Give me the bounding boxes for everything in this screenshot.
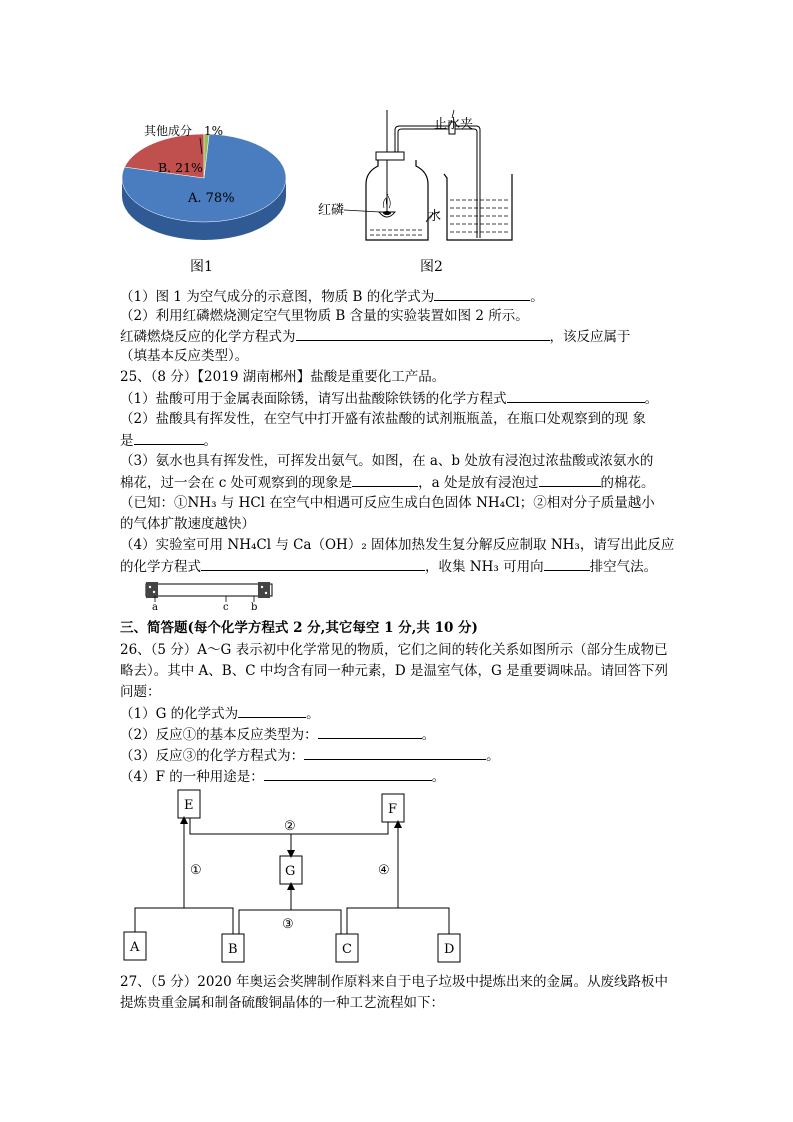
glass-tube-diagram (142, 578, 276, 612)
reaction-1-label: ① (190, 863, 202, 878)
slice-a-label: A. 78% (188, 191, 235, 206)
tube-label-a: a (152, 602, 158, 612)
box-f-label: F (388, 802, 398, 817)
q26-sub1: （1）G 的化学式为 。 (120, 703, 320, 724)
cotton-b (258, 582, 270, 598)
q26-line1: 26、（5 分）A～G 表示初中化学常见的物质，它们之间的转化关系如图所示（部分生成物已 (120, 642, 668, 658)
q25-title: 25、（8 分）【2019 湖南郴州】盐酸是重要化工产品。 (120, 369, 446, 385)
box-b-label: B (228, 942, 238, 957)
q24-part2: （2）利用红磷燃烧测定空气里物质 B 含量的实验装置如图 2 所示。 (120, 308, 529, 324)
q26-blank4[interactable] (264, 766, 432, 781)
fig1-caption: 图1 (190, 259, 213, 275)
q24-part3: 红磷燃烧反应的化学方程式为 ，该反应属于 (120, 326, 631, 347)
q25-blank1[interactable] (507, 388, 645, 403)
water-label: 水 (428, 209, 442, 224)
box-g-label: G (285, 864, 296, 879)
q25-line9: 的化学方程式 ，收集 NH₃ 可用向 排空气法。 (120, 556, 657, 577)
air-composition-pie-chart (118, 118, 290, 248)
q26-line3: 问题： (120, 684, 161, 700)
q25-line4: （3）氨水也具有挥发性，可挥发出氨气。如图，在 a、b 处放有浸泡过浓盐酸或浓氨水的 (120, 453, 654, 469)
q26-sub2: （2）反应①的基本反应类型为： 。 (120, 724, 435, 745)
phosphorus-apparatus-diagram (316, 108, 516, 248)
box-e-label: E (184, 798, 194, 813)
other-pct-label: 1% (204, 124, 224, 138)
q24-blank2[interactable] (296, 326, 550, 341)
stopper (376, 152, 404, 160)
clamp-label: 止水夹 (434, 117, 474, 132)
box-a-label: A (130, 940, 140, 955)
q27-line1: 27、（5 分）2020 年奥运会奖牌制作原料来自于电子垃圾中提炼出来的金属。从废线路板中 (120, 974, 668, 990)
q25-blank3[interactable] (352, 472, 418, 487)
reaction-2-label: ② (284, 819, 296, 834)
q24-part4: （填基本反应类型）。 (120, 348, 249, 364)
q25-blank2[interactable] (134, 430, 204, 445)
q26-blank1[interactable] (238, 703, 306, 718)
beaker (444, 174, 512, 240)
reaction-flow-diagram (120, 786, 480, 966)
q26-sub4: （4）F 的一种用途是： 。 (120, 766, 445, 787)
other-label: 其他成分 (144, 124, 193, 138)
q25-line1: （1）盐酸可用于金属表面除锈，请写出盐酸除铁锈的化学方程式 。 (120, 388, 658, 409)
q25-line8: （4）实验室可用 NH₄Cl 与 Ca（OH）₂ 固体加热发生复分解反应制取 NH₃，请写出此反应 (120, 537, 675, 553)
box-c-label: C (342, 942, 352, 957)
cotton-a (146, 582, 158, 598)
tube-label-b: b (251, 602, 258, 612)
q24-blank1[interactable] (434, 286, 530, 301)
q25-blank4[interactable] (539, 472, 601, 487)
q24-part1: （1）图 1 为空气成分的示意图，物质 B 的化学式为 。 (120, 286, 544, 307)
tube-label-c: c (223, 602, 229, 612)
q25-line3: 是 。 (120, 430, 217, 451)
fig2-caption: 图2 (420, 259, 443, 275)
q27-line2: 提炼贵重金属和制备硫酸铜晶体的一种工艺流程如下： (120, 995, 444, 1011)
q26-sub3: （3）反应③的化学方程式为： 。 (120, 745, 500, 766)
q25-line2: （2）盐酸具有挥发性，在空气中打开盛有浓盐酸的试剂瓶瓶盖，在瓶口处观察到的现 象 (120, 411, 646, 427)
q25-line7: 的气体扩散速度越快） (120, 516, 255, 532)
box-d-label: D (444, 942, 455, 957)
section3-heading: 三、简答题(每个化学方程式 2 分,其它每空 1 分,共 10 分) (120, 620, 478, 636)
q26-blank2[interactable] (318, 724, 422, 739)
reaction-3-label: ③ (282, 917, 294, 932)
phosphorus-label: 红磷 (318, 203, 345, 218)
reaction-4-label: ④ (378, 863, 390, 878)
q25-line6: （已知：①NH₃ 与 HCl 在空气中相遇可反应生成白色固体 NH₄Cl；②相对分子质量越小 (120, 495, 655, 511)
q25-line5: 棉花，过一会在 c 处可观察到的现象是 ，a 处是放有浸泡过 的棉花。 (120, 472, 655, 493)
slice-b-label: B. 21% (158, 160, 203, 175)
q25-blank6[interactable] (544, 556, 590, 571)
jar (366, 160, 428, 240)
q25-blank5[interactable] (201, 556, 425, 571)
q26-blank3[interactable] (304, 745, 486, 760)
q26-line2: 略去）。其中 A、B、C 中均含有同一种元素，D 是温室气体，G 是重要调味品。请回答下列 (120, 663, 669, 679)
